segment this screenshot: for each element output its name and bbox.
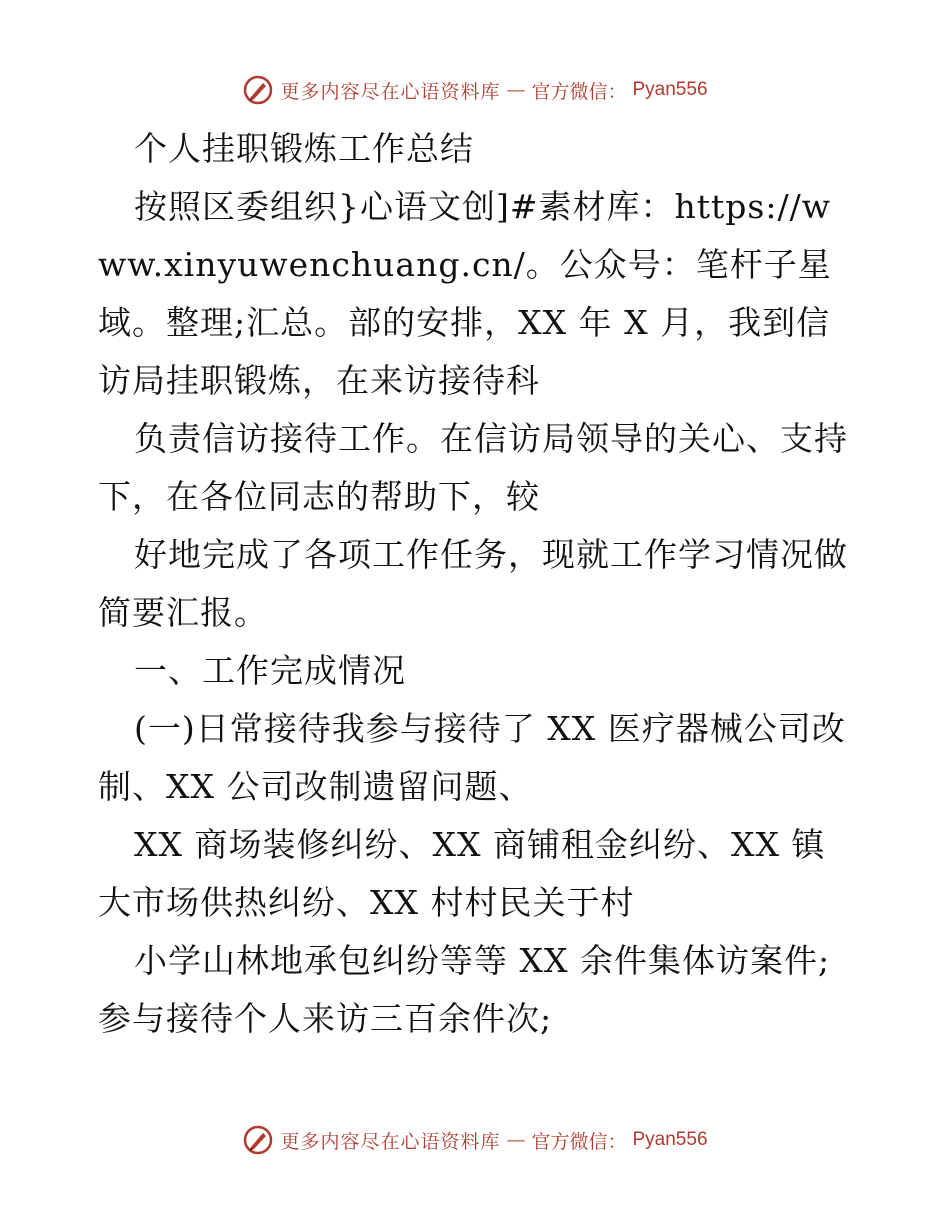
banner-separator: —	[506, 1129, 526, 1151]
document-title: 个人挂职锻炼工作总结	[134, 129, 474, 168]
banner-wechat-id: Pyan556	[632, 1129, 708, 1150]
footer-banner	[0, 1120, 950, 1160]
banner-wechat-label: 官方微信：	[531, 80, 627, 103]
paragraph: XX 商场装修纠纷、XX 商铺租金纠纷、XX 镇大市场供热纠纷、XX 村村民关于村	[98, 825, 826, 922]
pen-circle-logo-icon	[242, 74, 274, 106]
banner-wechat-label: 官方微信：	[531, 1130, 627, 1153]
header-banner	[0, 70, 950, 110]
paragraph: 负责信访接待工作。在信访局领导的关心、支持下，在各位同志的帮助下，较	[98, 419, 848, 516]
paragraph: (一)日常接待我参与接待了 XX 医疗器械公司改制、XX 公司改制遗留问题、	[98, 709, 846, 806]
pen-circle-logo-icon	[242, 1124, 274, 1156]
banner-brand-text: 更多内容尽在心语资料库	[280, 1130, 501, 1153]
paragraph: 按照区委组织}心语文创]#素材库：https://www.xinyuwenchuang.cn/。公众号：笔杆子星域。整理;汇总。部的安排，XX 年 X 月，我到信访局挂职锻炼，在来访接待科	[98, 187, 832, 400]
banner-separator: —	[506, 79, 526, 101]
section-heading: 一、工作完成情况	[134, 651, 406, 690]
banner-brand-text: 更多内容尽在心语资料库	[280, 80, 501, 103]
document-body	[98, 120, 858, 1048]
banner-wechat-id: Pyan556	[632, 79, 708, 100]
paragraph: 小学山林地承包纠纷等等 XX 余件集体访案件;参与接待个人来访三百余件次;	[98, 941, 831, 1038]
paragraph: 好地完成了各项工作任务，现就工作学习情况做简要汇报。	[98, 535, 848, 632]
